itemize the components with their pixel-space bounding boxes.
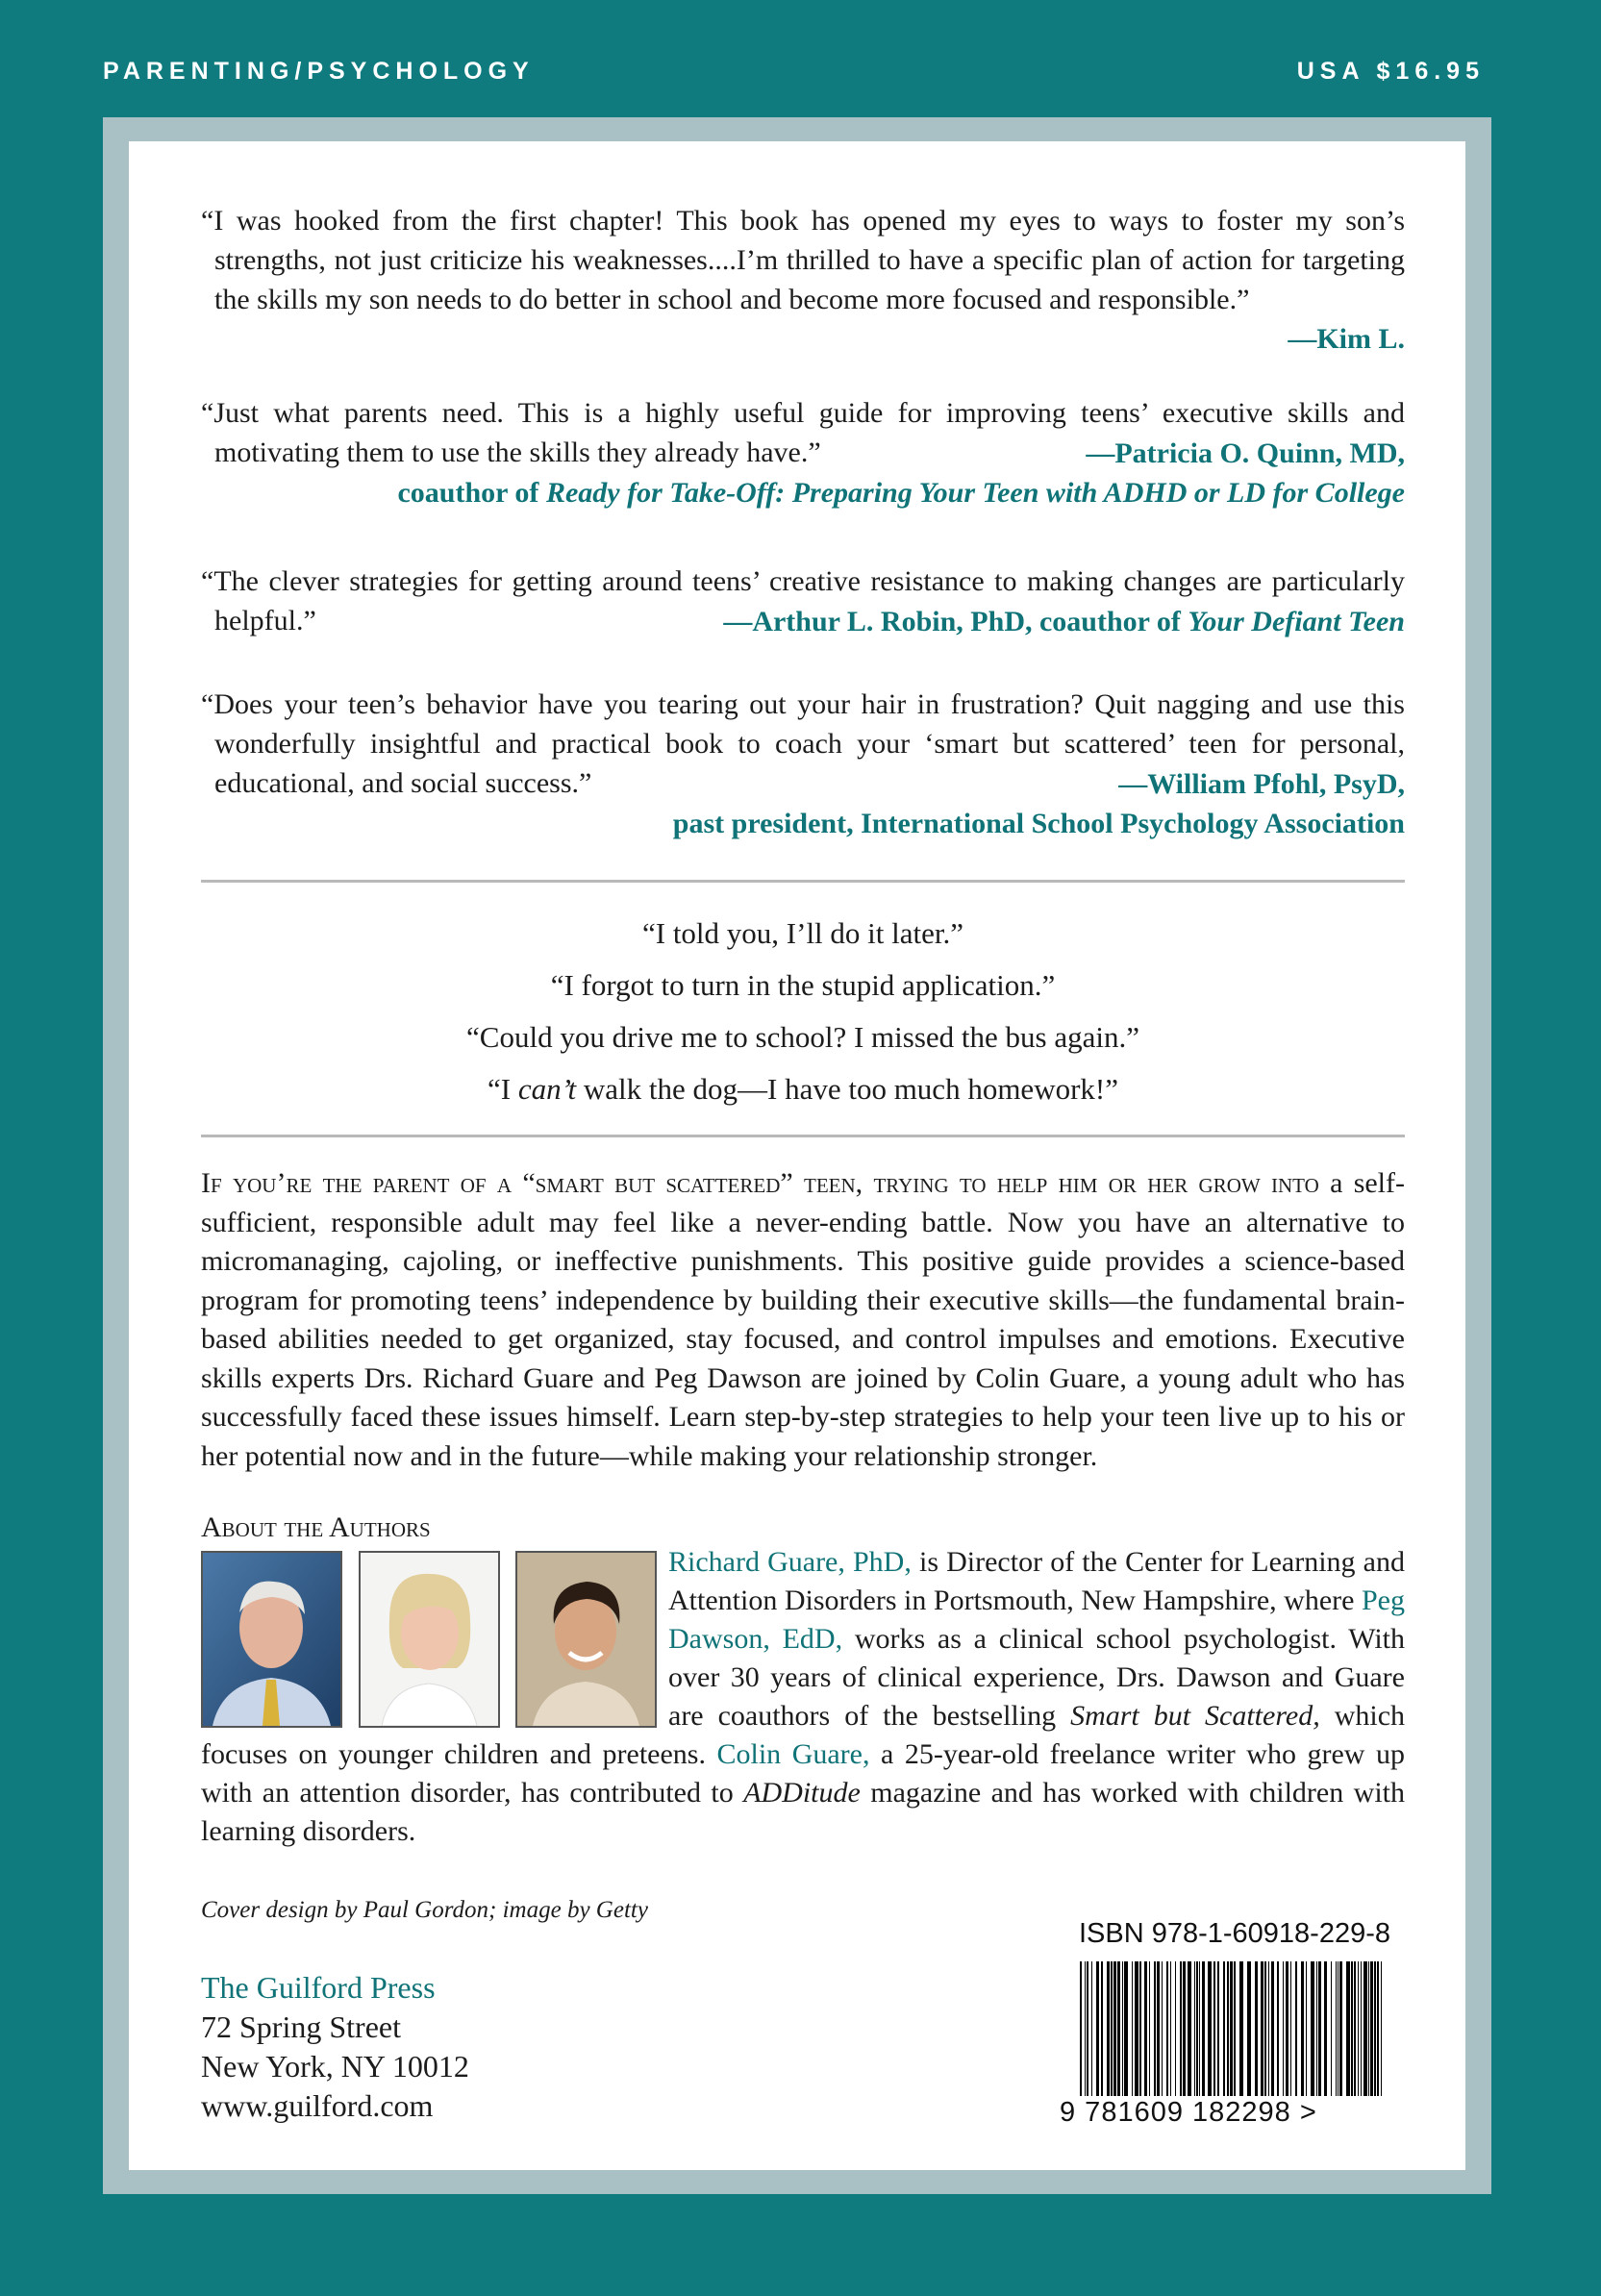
publisher-city: New York, NY 10012 — [201, 2049, 469, 2084]
barcode-bar — [1336, 1961, 1337, 2096]
endorsement-attribution: —Kim L. — [1288, 323, 1405, 355]
barcode-bar — [1230, 1961, 1233, 2096]
endorsement-text: “Does your teen’s behavior have you tearing out your hair in frustration? Quit nagging and use this wonderfully insightful and practical book to coach your ‘smart but scattered’ teen for personal, educational, and social success.” — [201, 688, 1405, 799]
barcode-bar — [1271, 1961, 1274, 2096]
barcode-bar — [1331, 1961, 1332, 2096]
bio-text: is Director of the Center for Learning and Attention Disorders in Portsmouth, New Hampshire, where — [668, 1546, 1405, 1616]
endorsement-attribution-line2: past president, International School Psychology Association — [672, 808, 1405, 839]
barcode-bar — [1361, 1961, 1362, 2096]
quote-emphasis: can’t — [517, 1072, 577, 1106]
barcode-bar — [1096, 1961, 1099, 2096]
barcode-bar — [1227, 1961, 1229, 2096]
description-body: a self-sufficient, responsible adult may feel like a never-ending battle. Now you have an alternative to micromanaging, cajoling, or ineffective punishments. This positive guide provides a science-based program for promoting teens’ independence by building their executive skills—the fundamental brain-based abilities needed to get organized, stay focused, and control impulses and emotions. Executive skills experts Drs. Richard Guare and Peg Dawson are joined by Colin Guare, a young adult who has successfully faced these issues himself. Learn step-by-step strategies to help your teen live up to his or her potential now and in the future—while making your relationship stronger. — [201, 1167, 1405, 1472]
barcode-bar — [1113, 1961, 1116, 2096]
barcode-bar — [1316, 1961, 1317, 2096]
teen-quote — [201, 1063, 1405, 1115]
barcode-bar — [1351, 1961, 1353, 2096]
bio-text: which focuses on younger children and preteens. — [201, 1700, 1406, 1770]
barcode-bar — [1101, 1961, 1103, 2096]
quote-part: “I — [488, 1072, 518, 1106]
cover-credits: Cover design by Paul Gordon; image by Getty — [201, 1897, 648, 1923]
barcode-bar — [1261, 1961, 1263, 2096]
teen-quotes — [201, 908, 1405, 1115]
barcode-bar — [1283, 1961, 1284, 2096]
barcode-bar — [1180, 1961, 1182, 2096]
barcode-bar — [1117, 1961, 1120, 2096]
barcode-bar — [1139, 1961, 1141, 2096]
barcode-bar — [1301, 1961, 1304, 2096]
barcode-bar — [1290, 1961, 1291, 2096]
barcode-bar — [1295, 1961, 1297, 2096]
barcode-bar — [1091, 1961, 1092, 2096]
barcode-bar — [1208, 1961, 1212, 2096]
endorsement-text: “The clever strategies for getting around teens’ creative resistance to making changes are particularly helpful.” — [201, 565, 1405, 636]
teen-quote: “I told you, I’ll do it later.” — [641, 916, 964, 950]
barcode-bar — [1124, 1961, 1128, 2096]
barcode-bar — [1239, 1961, 1243, 2096]
about-authors-title: About the Authors — [201, 1511, 431, 1543]
endorsement-attribution: —William Pfohl, PsyD, — [1118, 768, 1405, 800]
barcode-bar — [1370, 1961, 1373, 2096]
publisher-street: 72 Spring Street — [201, 2009, 401, 2044]
barcode-bar — [1162, 1961, 1163, 2096]
barcode-bar — [1144, 1961, 1147, 2096]
endorsement-text: “Just what parents need. This is a highly useful guide for improving teens’ executive skills and motivating them to use the skills they already have.” — [201, 397, 1405, 468]
description-lead: If you’re the parent of a “smart but scattered” teen, trying to help him or her grow into — [201, 1167, 1319, 1199]
barcode-bar — [1132, 1961, 1133, 2096]
publisher-website: www.guilford.com — [201, 2088, 434, 2123]
barcode-bar — [1202, 1961, 1205, 2096]
barcode-bar — [1085, 1961, 1086, 2096]
author-name-colin: Colin Guare, — [716, 1738, 870, 1770]
barcode-bar — [1213, 1961, 1215, 2096]
barcode-bar — [1122, 1961, 1123, 2096]
barcode-bar — [1111, 1961, 1113, 2096]
barcode-bar — [1170, 1961, 1171, 2096]
barcode-bar — [1374, 1961, 1376, 2096]
barcode-bar — [1166, 1961, 1168, 2096]
barcode-bar — [1368, 1961, 1369, 2096]
endorsement-attribution-line2 — [201, 473, 1405, 512]
barcode-bar — [1358, 1961, 1359, 2096]
barcode-bar — [1223, 1961, 1225, 2096]
endorsement-4 — [201, 685, 1405, 843]
publisher-name: The Guilford Press — [201, 1970, 436, 2005]
quote-part: walk the dog—I have too much homework!” — [576, 1072, 1118, 1106]
barcode-bar — [1277, 1961, 1279, 2096]
barcode-bar — [1196, 1961, 1198, 2096]
barcode-bar — [1286, 1961, 1288, 2096]
barcode-bar — [1324, 1961, 1327, 2096]
author-name-richard: Richard Guare, PhD, — [668, 1546, 912, 1578]
book-description — [201, 1164, 1405, 1476]
book-title: Your Defiant Teen — [1188, 606, 1405, 637]
barcode-bar — [1354, 1961, 1356, 2096]
barcode-bar — [1154, 1961, 1156, 2096]
magazine-title: ADDitude — [743, 1777, 861, 1809]
barcode-bar — [1339, 1961, 1342, 2096]
barcode — [1076, 1961, 1393, 2096]
endorsement-2 — [201, 393, 1405, 512]
author-name-peg: Peg Dawson, EdD, — [668, 1585, 1405, 1655]
bio-text: a 25-year-old freelance writer who grew up with an attention disorder, has contributed to — [201, 1738, 1405, 1809]
barcode-bar — [1268, 1961, 1269, 2096]
book-title: Smart but Scattered, — [1070, 1700, 1320, 1732]
barcode-bar — [1318, 1961, 1321, 2096]
divider — [201, 880, 1405, 883]
barcode-bar — [1107, 1961, 1110, 2096]
barcode-bar — [1377, 1961, 1379, 2096]
endorsement-3 — [201, 562, 1405, 641]
bio-text: works as a clinical school psychologist. With over 30 years of clinical experience, Drs. Dawson and Guare are coauthors of the bestselling — [668, 1623, 1405, 1732]
authors-bio — [201, 1543, 1405, 1851]
barcode-bar — [1157, 1961, 1160, 2096]
barcode-bar — [1183, 1961, 1186, 2096]
barcode-bar — [1255, 1961, 1258, 2096]
barcode-bar — [1135, 1961, 1138, 2096]
barcode-bar — [1087, 1961, 1088, 2096]
attribution-prefix: —Arthur L. Robin, PhD, coauthor of — [723, 606, 1188, 637]
endorsement-attribution — [201, 602, 1405, 641]
barcode-bar — [1363, 1961, 1367, 2096]
barcode-bar — [1234, 1961, 1236, 2096]
barcode-bar — [1217, 1961, 1219, 2096]
teen-quote: “Could you drive me to school? I missed the bus again.” — [466, 1020, 1139, 1054]
teen-quote: “I forgot to turn in the stupid application.” — [550, 968, 1056, 1002]
barcode-bar — [1188, 1961, 1191, 2096]
barcode-bar — [1247, 1961, 1251, 2096]
attribution-prefix: coauthor of — [397, 477, 546, 509]
barcode-bar — [1381, 1961, 1382, 2096]
barcode-bar — [1306, 1961, 1307, 2096]
barcode-bar — [1149, 1961, 1150, 2096]
category-label: PARENTING/PSYCHOLOGY — [103, 58, 535, 85]
back-cover-panel — [129, 141, 1465, 2170]
barcode-bar — [1264, 1961, 1266, 2096]
barcode-bar — [1080, 1961, 1082, 2096]
endorsement-attribution: —Patricia O. Quinn, MD, — [1086, 437, 1405, 469]
barcode-bar — [1346, 1961, 1350, 2096]
endorsement-1 — [201, 201, 1405, 359]
divider — [201, 1135, 1405, 1137]
price-label: USA $16.95 — [1296, 58, 1485, 85]
barcode-number: 9 781609 182298 > — [1060, 2097, 1317, 2128]
isbn-label: ISBN 978-1-60918-229-8 — [1078, 1918, 1391, 1949]
barcode-bar — [1311, 1961, 1314, 2096]
book-title: Ready for Take-Off: Preparing Your Teen with ADHD or LD for College — [545, 477, 1405, 509]
bio-text: magazine and has worked with children with learning disorders. — [201, 1777, 1405, 1847]
endorsement-text: “I was hooked from the first chapter! This book has opened my eyes to ways to foster my son’s strengths, not just criticize his weaknesses....I’m thrilled to have a specific plan of action for targeting the skills my son needs to do better in school and become more focused and responsible.” — [201, 205, 1405, 315]
barcode-bar — [1175, 1961, 1176, 2096]
barcode-bar — [1194, 1961, 1195, 2096]
barcode-bar — [1199, 1961, 1200, 2096]
